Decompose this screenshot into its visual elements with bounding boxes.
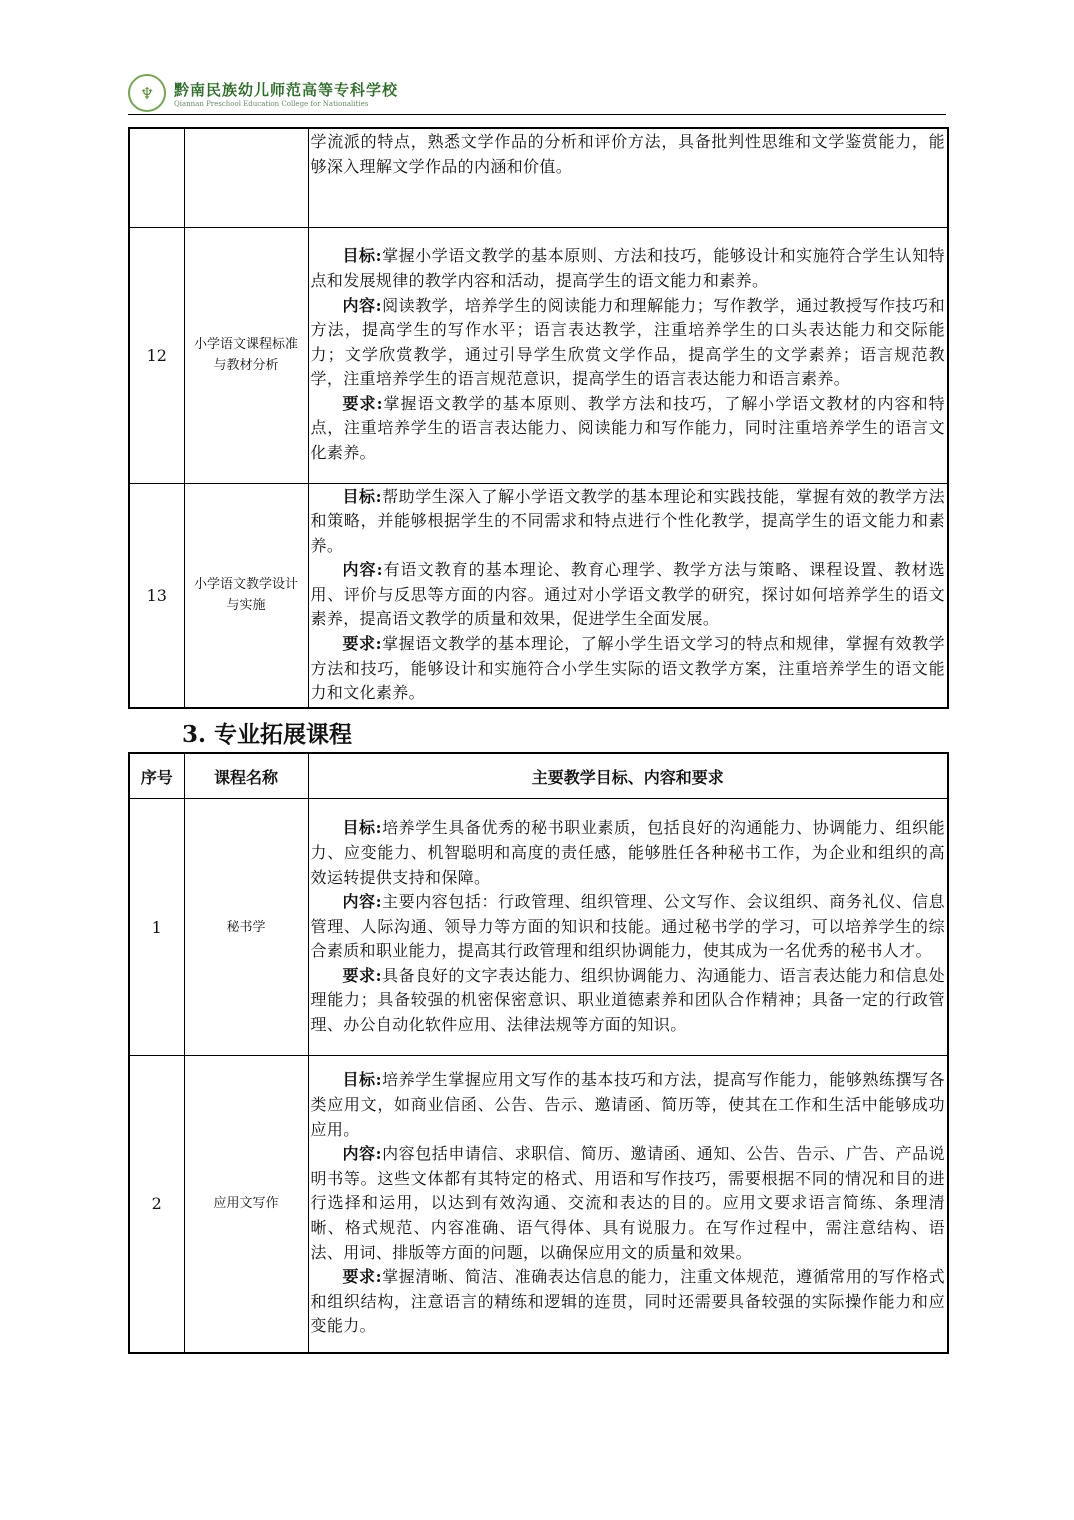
table-row	[129, 1056, 948, 1353]
content-text: 内容包括申请信、求职信、简历、邀请函、通知、公告、告示、广告、产品说明书等。这些文体都有其特定的格式、用语和写作技巧，需要根据不同的情况和目的进行选择和运用，以达到有效沟通、交流和表达的目的。应用文要求语言简练、条理清晰、格式规范、内容准确、语气得体、具有说服力。在写作过程中，需注意结构、语法、用词、排版等方面的问题，以确保应用文的质量和效果。	[310, 1144, 945, 1262]
content-text: 阅读教学，培养学生的阅读能力和理解能力；写作教学，通过教授写作技巧和方法，提高学生的写作水平；语言表达教学，注重培养学生的口头表达能力和交际能力；文学欣赏教学，通过引导学生欣赏文学作品，提高学生的文学素养；语言规范教学，注重培养学生的语言规范意识，提高学生的语言表达能力和语言素养。	[310, 295, 945, 389]
goal-label: 目标:	[342, 1070, 382, 1090]
table-header-row	[129, 753, 948, 799]
content-label: 内容:	[342, 1144, 382, 1164]
requirement-label: 要求:	[342, 1267, 382, 1287]
header-rule	[128, 114, 946, 115]
row-number: 1	[129, 799, 184, 1056]
goal-text: 培养学生具备优秀的秘书职业素质，包括良好的沟通能力、协调能力、组织能力、应变能力、机智聪明和高度的责任感，能够胜任各种秘书工作，为企业和组织的高效运转提供支持和保障。	[310, 818, 945, 887]
table-row	[129, 128, 948, 227]
requirement-text: 具备良好的文字表达能力、组织协调能力、沟通能力、语言表达能力和信息处理能力；具备较强的机密保密意识、职业道德素养和团队合作精神；具备一定的行政管理、办公自动化软件应用、法律法规等方面的知识。	[310, 965, 945, 1035]
requirement-text: 掌握语文教学的基本原则、教学方法和技巧，了解小学语文教材的内容和特点，注重培养学生的语言表达能力、阅读能力和写作能力，同时注重培养学生的语言文化素养。	[310, 393, 945, 463]
content-label: 内容:	[342, 892, 382, 912]
requirement-text: 掌握清晰、简洁、准确表达信息的能力，注重文体规范，遵循常用的写作格式和组织结构，注意语言的精练和逻辑的连贯，同时还需要具备较强的实际操作能力和应变能力。	[310, 1267, 945, 1336]
requirement-text: 掌握语文教学的基本理论，了解小学生语文学习的特点和规律，掌握有效教学方法和技巧，能够设计和实施符合小学生实际的语文教学方案，注重培养学生的语文能力和文化素养。	[310, 634, 945, 703]
course-table-core	[128, 127, 949, 709]
column-header-name: 课程名称	[184, 753, 308, 799]
school-name-cn: 黔南民族幼儿师范高等专科学校	[174, 80, 399, 99]
course-name: 应用文写作	[184, 1056, 308, 1353]
page-header	[128, 74, 398, 112]
goal-text: 掌握小学语文教学的基本原则、方法和技巧，能够设计和实施符合学生认知特点和发展规律的教学内容和活动，提高学生的语文能力和素养。	[310, 246, 945, 290]
content-text: 主要内容包括：行政管理、组织管理、公文写作、会议组织、商务礼仪、信息管理、人际沟通、领导力等方面的知识和技能。通过秘书学的学习，可以培养学生的综合素质和职业能力，提高其行政管理和组织协调能力，使其成为一名优秀的秘书人才。	[310, 892, 945, 961]
content-label: 内容:	[342, 295, 382, 315]
school-name-en: Qiannan Preschool Education College for Nationalities	[174, 99, 369, 108]
table-row	[129, 483, 948, 708]
content-text: 有语文教育的基本理论、教育心理学、教学方法与策略、课程设置、教材选用、评价与反思等方面的内容。通过对小学语文教学的研究，探讨如何培养学生的语文素养，提高语文教学的质量和效果，促进学生全面发展。	[310, 560, 945, 629]
column-header-number: 序号	[129, 753, 184, 799]
requirement-label: 要求:	[342, 393, 383, 413]
row-number: 2	[129, 1056, 184, 1353]
course-name: 秘书学	[184, 799, 308, 1056]
table-row	[129, 227, 948, 483]
requirement-label: 要求:	[342, 634, 382, 654]
goal-label: 目标:	[342, 486, 382, 506]
column-header-description: 主要教学目标、内容和要求	[308, 753, 948, 799]
row-number: 13	[129, 483, 184, 708]
goal-label: 目标:	[342, 818, 382, 838]
course-name: 小学语文教学设计与实施	[184, 483, 308, 708]
goal-label: 目标:	[342, 246, 382, 266]
goal-text: 帮助学生深入了解小学语文教学的基本理论和实践技能，掌握有效的教学方法和策略，并能够根据学生的不同需求和特点进行个性化教学，提高学生的语文能力和素养。	[310, 486, 945, 555]
table-row	[129, 799, 948, 1056]
row-number: 12	[129, 227, 184, 483]
school-logo-icon: ♆	[128, 74, 166, 112]
section-heading: 3. 专业拓展课程	[182, 721, 353, 748]
course-name: 小学语文课程标准与教材分析	[184, 227, 308, 483]
row-text: 学流派的特点，熟悉文学作品的分析和评价方法，具备批判性思维和文学鉴赏能力，能够深入理解文学作品的内涵和价值。	[310, 132, 945, 176]
requirement-label: 要求:	[342, 965, 382, 985]
school-name	[174, 79, 398, 108]
goal-text: 培养学生掌握应用文写作的基本技巧和方法，提高写作能力，能够熟练撰写各类应用文，如商业信函、公告、告示、邀请函、简历等，使其在工作和生活中能够成功应用。	[310, 1070, 945, 1139]
course-table-extension	[128, 752, 949, 1354]
content-label: 内容:	[342, 560, 383, 580]
